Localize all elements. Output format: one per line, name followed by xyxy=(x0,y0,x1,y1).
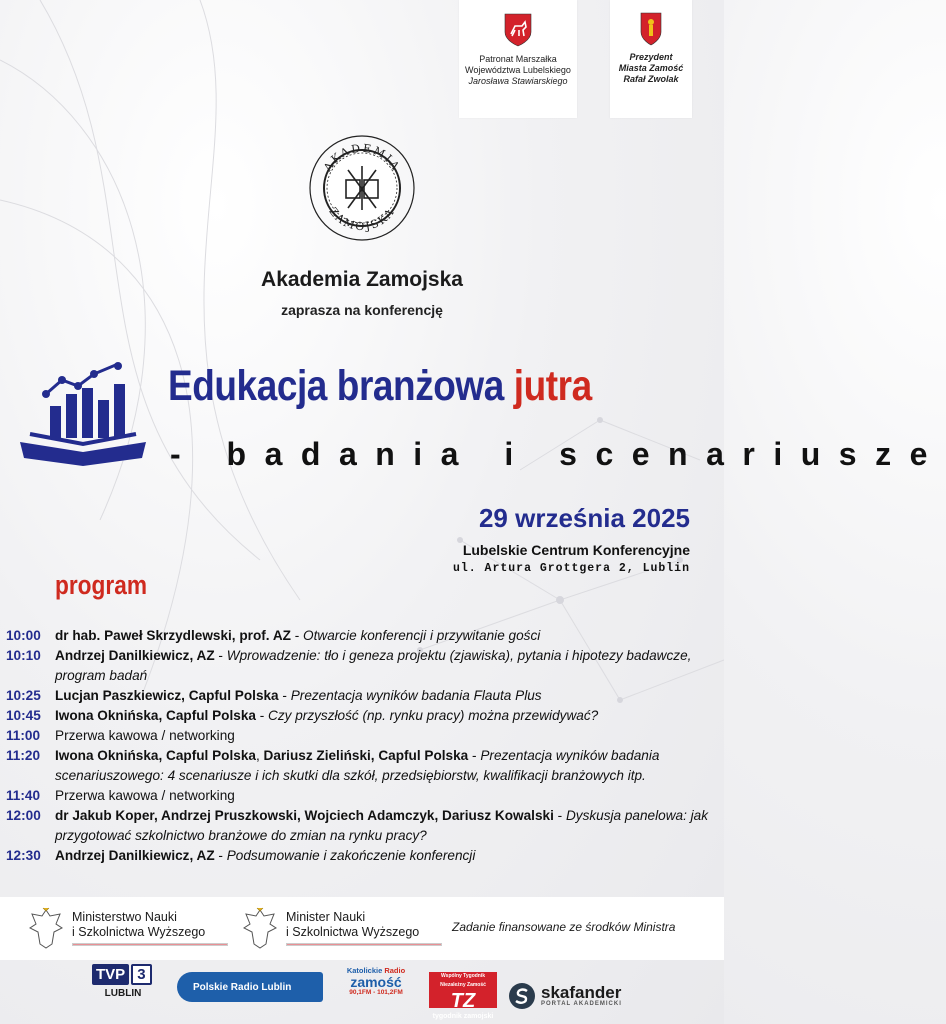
schedule-description: Dyskusja panelowa: jak przygotować szkolnictwo branżowe do zmian na rynku pracy? xyxy=(55,808,709,843)
skafander-logo xyxy=(508,974,622,1018)
schedule-separator: - xyxy=(278,688,291,703)
schedule-time: 11:20 xyxy=(6,748,41,763)
conference-address: ul. Artura Grottgera 2, Lublin xyxy=(452,562,690,575)
patron-marshal-box xyxy=(459,0,577,118)
schedule-time: 11:00 xyxy=(6,728,41,743)
schedule-plain-text: Przerwa kawowa / networking xyxy=(55,788,235,803)
schedule-speaker: Lucjan Paszkiewicz, Capful Polska xyxy=(55,688,279,703)
schedule-time: 12:30 xyxy=(6,848,41,863)
schedule-row xyxy=(6,846,718,866)
schedule-row xyxy=(6,786,718,806)
akademia-zamojska-logo xyxy=(308,134,416,242)
polish-flag-bar xyxy=(72,943,228,946)
ministry1-line: Ministerstwo Nauki xyxy=(72,910,177,924)
krz-line2: zamość xyxy=(350,974,402,990)
polish-eagle-icon xyxy=(240,906,280,950)
schedule-time: 10:10 xyxy=(6,648,41,663)
schedule-speaker: Dariusz Zieliński, Capful Polska xyxy=(263,748,469,763)
polish-eagle-icon xyxy=(26,906,66,950)
patron-line: Jarosława Stawiarskiego xyxy=(468,76,568,86)
schedule-plain-text: Przerwa kawowa / networking xyxy=(55,728,235,743)
schedule-row xyxy=(6,626,718,646)
schedule-speaker: dr Jakub Koper, Andrzej Pruszkowski, Wojciech Adamczyk, Dariusz Kowalski xyxy=(55,808,554,823)
ministry1-line: i Szkolnictwa Wyższego xyxy=(72,925,206,939)
schedule-time: 10:00 xyxy=(6,628,41,643)
schedule-entry xyxy=(55,786,718,806)
schedule-row xyxy=(6,706,718,726)
zamosc-city-crest-icon xyxy=(640,12,662,46)
schedule-entry xyxy=(55,686,718,706)
conference-title-accent: jutra xyxy=(513,362,592,410)
organizer-name: Akademia Zamojska xyxy=(261,268,463,291)
schedule-time: 10:25 xyxy=(6,688,41,703)
lublin-voivodeship-crest-icon xyxy=(503,12,533,48)
schedule-entry xyxy=(55,706,718,726)
tvp-brand: TVP xyxy=(92,964,129,985)
polish-flag-bar xyxy=(286,943,442,946)
program-heading: program xyxy=(55,570,148,600)
tvp-city: LUBLIN xyxy=(104,988,142,999)
schedule-row xyxy=(6,726,718,746)
katolickie-radio-zamosc-logo xyxy=(344,966,408,1010)
schedule-entry xyxy=(55,806,718,846)
schedule-description: Czy przyszłość (np. rynku pracy) można przewidywać? xyxy=(268,708,599,723)
patron-line: Patronat Marszałka xyxy=(479,54,557,64)
schedule-time: 10:45 xyxy=(6,708,41,723)
skafander-s-icon xyxy=(508,982,536,1010)
conference-subtitle: - badania i scenariusze xyxy=(170,436,946,472)
tvp-number: 3 xyxy=(131,964,151,985)
patron-line: Miasta Zamość xyxy=(618,63,684,73)
schedule-separator: - xyxy=(553,808,566,823)
krz-line3: 90,1FM - 101,2FM xyxy=(349,989,403,996)
schedule-entry xyxy=(55,846,718,866)
program-schedule xyxy=(6,626,718,866)
schedule-description: Otwarcie konferencji i przywitanie gości xyxy=(303,628,541,643)
schedule-speaker: dr hab. Paweł Skrzydlewski, prof. AZ xyxy=(55,628,291,643)
tvp3-lublin-logo xyxy=(92,964,154,1008)
ministry-logo-2 xyxy=(240,906,442,950)
skafander-name: skafander xyxy=(541,983,622,1002)
schedule-time: 11:40 xyxy=(6,788,41,803)
conference-title xyxy=(168,362,592,411)
schedule-separator: - xyxy=(255,708,269,723)
schedule-speaker: Andrzej Danilkiewicz, AZ xyxy=(55,848,215,863)
schedule-row xyxy=(6,746,718,786)
schedule-time: 12:00 xyxy=(6,808,41,823)
schedule-description: Prezentacja wyników badania scenariuszowego: 4 scenariusze i ich skutki dla szkół, przedsiębiorstw, kwalifikacji branżowych itp. xyxy=(55,748,660,783)
invitation-text: zaprasza na konferencję xyxy=(281,302,443,318)
schedule-speaker: Andrzej Danilkiewicz, AZ xyxy=(55,648,215,663)
schedule-separator: - xyxy=(214,848,227,863)
tygodnik-zamojski-logo xyxy=(429,972,497,1020)
schedule-description: Prezentacja wyników badania Flauta Plus xyxy=(290,688,542,703)
polskie-radio-lublin-logo xyxy=(177,972,323,1002)
krz-line1a: Katolickie xyxy=(346,966,383,975)
skafander-sub: PORTAL AKADEMICKI xyxy=(541,1001,622,1007)
schedule-speaker: Iwona Oknińska, Capful Polska xyxy=(55,708,256,723)
funding-note: Zadanie finansowane ze środków Ministra xyxy=(452,920,676,934)
book-chart-icon xyxy=(16,362,150,470)
schedule-entry xyxy=(55,746,718,786)
ministry-logo-1 xyxy=(26,906,228,950)
schedule-separator: - xyxy=(214,648,227,663)
schedule-speaker: Iwona Oknińska, Capful Polska xyxy=(55,748,256,763)
tz-bottom: tygodnik zamojski xyxy=(432,1013,494,1020)
schedule-entry xyxy=(55,726,718,746)
patron-line: Prezydent xyxy=(629,52,673,62)
logo-top-text: AKADEMIA xyxy=(321,141,403,174)
krz-line1b: Radio xyxy=(384,966,406,975)
schedule-row xyxy=(6,806,718,846)
ministry2-line: Minister Nauki xyxy=(286,910,366,924)
prl-text: Polskie Radio Lublin xyxy=(193,981,292,993)
patron-line: Województwa Lubelskiego xyxy=(465,65,571,75)
schedule-separator: - xyxy=(468,748,481,763)
tz-big: TZ xyxy=(450,990,476,1012)
patron-line: Rafał Zwolak xyxy=(623,74,679,84)
tz-top: Wspólny Tygodnik Niezależny Zamość xyxy=(440,973,486,988)
patron-mayor-box xyxy=(610,0,692,118)
schedule-separator: - xyxy=(290,628,304,643)
schedule-row xyxy=(6,646,718,686)
schedule-entry xyxy=(55,626,718,646)
conference-title-main: Edukacja branżowa xyxy=(168,362,504,410)
schedule-description: Wprowadzenie: tło i geneza projektu (zjawiska), pytania i hipotezy badawcze, program badań xyxy=(55,648,692,683)
schedule-separator: , xyxy=(255,748,264,763)
schedule-description: Podsumowanie i zakończenie konferencji xyxy=(226,848,476,863)
ministry2-line: i Szkolnictwa Wyższego xyxy=(286,925,420,939)
schedule-entry xyxy=(55,646,718,686)
logo-bottom-text: ZAMOJSKA xyxy=(326,205,398,234)
conference-venue: Lubelskie Centrum Konferencyjne xyxy=(462,542,690,558)
schedule-row xyxy=(6,686,718,706)
conference-date: 29 września 2025 xyxy=(478,503,690,533)
